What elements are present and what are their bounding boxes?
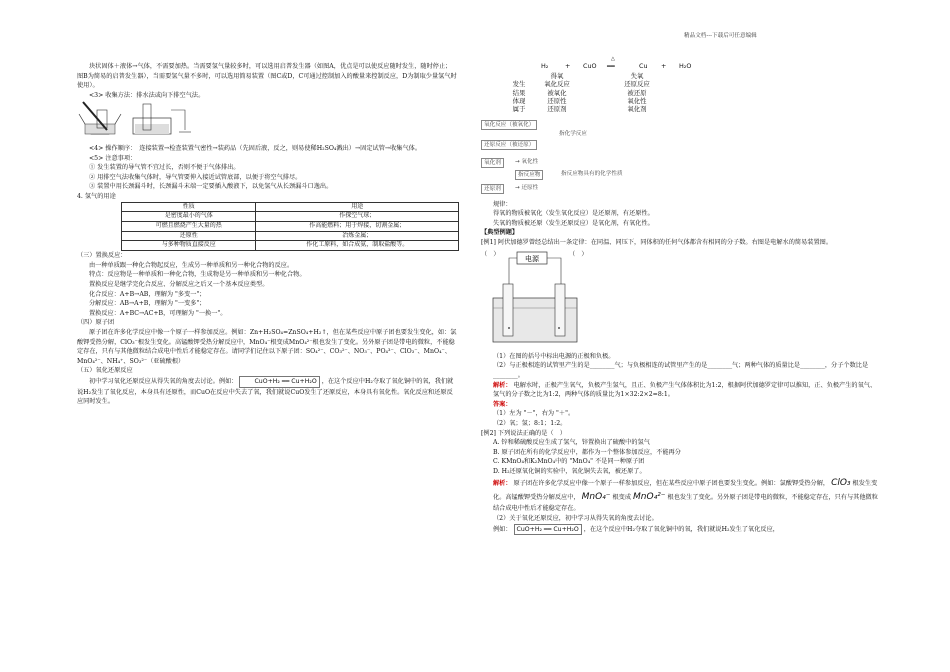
- grid-cell: 发生: [512, 80, 526, 89]
- table-cell: 是密度最小的气体: [122, 212, 256, 222]
- h2o-formula: H₂O: [679, 62, 692, 70]
- paragraph: <4> 操作顺序： 连接装置→检查装置气密性→装药品（先固后液，反之，则易使稀H₂SO₄溅出）→固定试管→收集气体。: [89, 145, 422, 153]
- grid-cell: 被还原: [627, 88, 647, 97]
- grid-cell: 结果: [512, 88, 526, 97]
- answer-label: 答案：: [493, 400, 512, 408]
- table-cell: 与多种物质直接反应: [122, 241, 256, 251]
- electrolysis-diagram: [481, 248, 881, 352]
- analysis-text: 根变成: [612, 493, 632, 501]
- analysis-label: 解析：: [493, 381, 512, 389]
- uses-table: [121, 202, 459, 251]
- analysis-text: 根也发生了变化。另外原子团是带电的微粒，不能稳定存在，只有与其他微粒结合成电中性后才能稳定存在。: [493, 493, 878, 513]
- grid-cell: 氧化性: [627, 96, 647, 105]
- section-heading: 【典型例题】: [481, 229, 519, 237]
- right-column: [481, 56, 881, 535]
- paragraph: <5> 注意事项：: [89, 154, 137, 162]
- concept-box: 还原反应（被还原）: [481, 140, 537, 151]
- clo3-formula: ClO₃: [831, 477, 851, 488]
- grid-cell: 氧化剂: [627, 105, 647, 114]
- reaction-equation: [481, 56, 881, 104]
- concept-diagram: [481, 114, 881, 200]
- paragraph: 化合反应：A+B→AB，理解为 "多变一"；: [89, 290, 206, 298]
- table-header: 用途: [256, 202, 459, 212]
- option-c: C. KMnO₄和K₂MnO₄中的 "MnO₄" 不是同一种原子团: [493, 458, 645, 466]
- section-heading: （四）原子团: [77, 319, 115, 327]
- formula-image: CuO+H₂ ══ Cu+H₂O: [514, 524, 582, 536]
- paragraph: 置换反应是继学完化合反应、分解反应之后又一个基本反应类型。: [89, 280, 269, 288]
- grid-cell: 还原剂: [547, 105, 567, 114]
- plus-sign: +: [661, 62, 667, 70]
- analysis: [481, 381, 881, 400]
- paragraph: [77, 376, 457, 407]
- table-row: [122, 212, 459, 222]
- concept-box: 还原剂: [481, 184, 504, 195]
- page-header: 精品文档---下载后可任意编辑: [684, 33, 757, 39]
- mno4-formula: MnO₄⁻: [581, 491, 611, 502]
- paragraph: 原子团在许多化学反应中像一个原子一样参加反应。例如：Zn+H₂SO₄=ZnSO₄+H₂↑，但在某些反应中原子团也要发生变化，如：氯酸钾受热分解，ClO₃⁻根发生变化。高锰酸钾受热分解反应中，MnO₄⁻根变成MnO₄²⁻根也发生了变化。另外原子团是带电的微粒，不能稳定存在，只有与其他微粒结合成电中性后才能稳定存在。请同学们记住以下原子团：SO₄²⁻、CO₃²⁻、NO₃⁻、PO₄³⁻、ClO₃⁻、MnO₄⁻、MnO₄²⁻、NH₄⁺、SO₃²⁻（亚硫酸根）: [77, 329, 457, 365]
- analysis: [481, 477, 881, 514]
- text: 例如：: [493, 525, 512, 533]
- paragraph: 特点：反应物是一种单质和一种化合物，生成物是另一种单质和另一种化合物。: [89, 271, 306, 279]
- paragraph: 分解反应：AB→A+B，理解为 "一变多"；: [89, 300, 206, 308]
- heat-condition: △: [611, 56, 615, 62]
- mno42-formula: MnO₄²⁻: [633, 491, 666, 502]
- example-text: [例1] 阿伏加德罗曾经总结出一条定律：在同温、同压下，同体积的任何气体都含有相同的分子数。右图是电解水的简易装置图。: [481, 239, 833, 247]
- option-d: D. H₂还原氧化铜的实验中，氧化铜失去氧，被还原了。: [493, 468, 646, 475]
- paragraph: [481, 524, 881, 536]
- paren-right: （ ）: [569, 250, 588, 258]
- concept-box: 氧化反应（被氧化）: [481, 120, 537, 131]
- grid-cell: 属于: [512, 105, 526, 114]
- cuo-formula: CuO: [583, 62, 597, 70]
- table-header: 性质: [122, 202, 256, 212]
- note-item: ③ 装置中用长颈漏斗时，长颈漏斗末端一定要插入酸液下，以免氢气从长颈漏斗口逸出。: [89, 183, 333, 191]
- analysis-text: 电解水时，正极产生氧气，负极产生氢气，且正、负极产生气体体积比为1:2，根据阿伏加德罗定律可以推知，正、负极产生的氧气、氢气的分子数之比为1:2，两种气体的质量比为1×32:2×2=8:1。: [493, 381, 877, 399]
- paragraph: 由一种单质跟一种化合物起反应，生成另一种单质和另一种化合物的反应。: [89, 261, 294, 269]
- grid-cell: 失氧: [630, 72, 644, 80]
- rule-line: 得氧的物质被氧化（发生氧化反应）是还原剂，有还原性。: [493, 210, 654, 218]
- paren-left: （ ）: [481, 250, 500, 258]
- note-item: ② 用排空气法收集气体时，导气管要伸入接近试管底部，以便于将空气排尽。: [89, 173, 302, 181]
- electrolysis-apparatus: [481, 248, 611, 348]
- paragraph: <3> 收集方法：排水法或向下排空气法。: [89, 91, 205, 99]
- grid-cell: 得氧: [550, 72, 564, 80]
- table-cell: 可燃且燃烧产生大量的热: [122, 222, 256, 232]
- h2-formula: H₂: [541, 62, 549, 70]
- table-row: [122, 202, 459, 212]
- concept-box: 氧化剂: [481, 158, 504, 169]
- analysis-text: 根发生变化。高锰酸钾受热分解反应中，: [493, 479, 878, 501]
- answer-line: （2）氧；氢；8:1；1:2。: [493, 419, 567, 427]
- answer-line: （1）左为 "－"，右为 "＋"。: [493, 410, 575, 418]
- table-row: [122, 231, 459, 241]
- rule-line: 失氧的物质被还原（发生还原反应）是氧化剂，有氧化性。: [493, 219, 654, 227]
- question: （1）在图的括号中标出电源的正极和负极。: [493, 352, 615, 360]
- grid-cell: [577, 105, 617, 113]
- text: ，在这个反应中H₂夺取了氧化铜中的氧，我们就说H₂发生了氧化反应，本身具有还原性，而CuO在反应中失去了氧，我们就说CuO发生了还原反应，本身具有氧化性。氧化反应和还原反应同时发生。: [77, 378, 454, 406]
- question: （2）与正极相连的试管里产生的是________气；与负极相连的试管里产生的是________气；两种气体的质量比是________，分子个数比是________。: [493, 362, 869, 379]
- paragraph: 块状固体＋液体→气体，不需要加热。当需要氢气量较多时，可以选用启普发生器（如图A，优点是可以使反应随时发生，随时停止；图B为简易的启普发生器），当需要氢气量不多时，可以选用简易装置（图C或D，C可通过控制加入的酸量来控制反应，D为制取少量氢气时使用）。: [77, 63, 457, 90]
- concept-label: → 还原性: [515, 184, 539, 191]
- power-label: 电源: [525, 254, 539, 263]
- table-cell: 作高能燃料；用于焊接，切割金属；: [256, 222, 459, 232]
- reaction-arrow: ══: [607, 62, 615, 70]
- option-b: B. 原子团在所有的化学反应中，都作为一个整体参加反应，不能再分: [493, 448, 681, 456]
- cu-formula: Cu: [639, 62, 648, 70]
- table-cell: 作化工原料，如合成氨，制取盐酸等。: [256, 241, 459, 251]
- example-text: [例2] 下列说法正确的是（ ）: [481, 429, 566, 437]
- table-row: [122, 222, 459, 232]
- text: ，在这个反应中H₂夺取了氧化铜中的氧，我们就说H₂发生了氧化反应，: [583, 525, 779, 533]
- grid-cell: 还原性: [547, 96, 567, 105]
- rule-title: 规律：: [493, 200, 512, 208]
- concept-label: 指化学反应: [559, 130, 587, 137]
- analysis-text: 原子团在许多化学反应中像一个原子一样参加反应，但在某些反应中原子团也要发生变化。例如：氯酸钾受热分解，: [513, 479, 830, 487]
- paragraph: 置换反应：A+BC→AC+B，可理解为 "一换一"。: [89, 309, 227, 317]
- table-cell: 冶炼金属；: [256, 231, 459, 241]
- text: 初中学习氧化还原反应从得失氧的角度去讨论。例如：: [89, 378, 238, 386]
- table-row: [122, 241, 459, 251]
- table-cell: 作探空气球；: [256, 212, 459, 222]
- apparatus-illustration: [77, 100, 197, 140]
- grid-cell: 氧化反应: [544, 80, 570, 89]
- section-heading: （三）置换反应：: [77, 252, 127, 260]
- table-cell: 还原性: [122, 231, 256, 241]
- formula-image: CuO+H₂ ══ Cu+H₂O: [239, 376, 319, 388]
- option-a: A. 锌和稀硫酸反应生成了氢气，锌置换出了硫酸中的氢气: [493, 439, 650, 447]
- plus-sign: +: [565, 62, 571, 70]
- concept-box: 指反应物: [515, 170, 543, 181]
- concept-label: → 氧化性: [515, 158, 539, 165]
- left-column: [77, 62, 457, 407]
- grid-cell: 被氧化: [547, 88, 567, 97]
- section-heading: （五）氧化还原反应: [77, 367, 133, 375]
- grid-cell: 体现: [512, 96, 526, 105]
- note-item: ① 发生装置的导气管不宜过长，否则不便于气体排出。: [89, 164, 240, 172]
- question: （2）关于氧化还原反应，初中学习从得失氧的角度去讨论。: [493, 515, 658, 523]
- analysis-label: 解析：: [493, 479, 512, 487]
- concept-label: 指反应物具有的化学性质: [561, 170, 623, 177]
- section-heading: 4. 氢气的用途: [77, 193, 116, 201]
- grid-cell: 还原反应: [624, 80, 650, 89]
